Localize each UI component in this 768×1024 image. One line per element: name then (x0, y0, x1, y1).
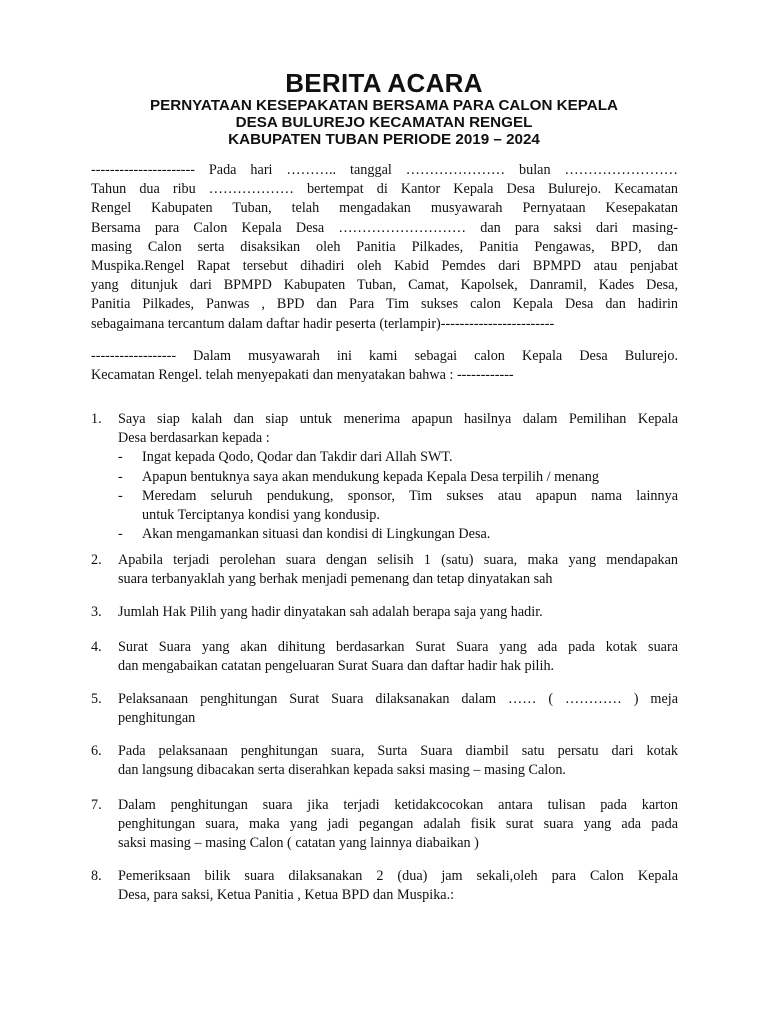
item-number: 1. (91, 411, 102, 427)
item-number: 4. (91, 639, 102, 655)
sub-item-line: untuk Terciptanya kondisi yang kondusip. (142, 507, 380, 524)
item-number: 6. (91, 743, 102, 759)
sub-item (118, 525, 678, 544)
agreement-paragraph (91, 347, 678, 385)
intro-paragraph (91, 161, 678, 334)
item-line: saksi masing – masing Calon ( catatan yang lainnya diabaikan ) (118, 835, 479, 852)
sub-item-line: Apapun bentuknya saya akan mendukung kepada Kepala Desa terpilih / menang (142, 468, 599, 485)
intro-line: Muspika.Rengel Rapat tersebut dihadiri oleh Kabid Pemdes dari BPMPD atau penjabat (91, 258, 678, 275)
item-number: 7. (91, 797, 102, 813)
item-number: 5. (91, 691, 102, 707)
item-line: Pelaksanaan penghitungan Surat Suara dilaksanakan dalam …… ( ………… ) meja (118, 691, 678, 707)
sub-item-dash: - (118, 487, 123, 504)
sub-item (118, 448, 678, 467)
intro-line: Bersama para Calon Kepala Desa ……………………… dan para saksi dari masing- (91, 219, 678, 236)
item-number: 2. (91, 552, 102, 568)
intro-line: Tahun dua ribu ……………… bertempat di Kantor Kepala Desa Bulurejo. Kecamatan (91, 181, 678, 198)
item-line: Jumlah Hak Pilih yang hadir dinyatakan sah adalah berapa saja yang hadir. (118, 604, 543, 620)
item-text (118, 867, 678, 905)
sub-item (118, 487, 678, 525)
item-text (118, 638, 678, 676)
sub-item-dash: - (118, 468, 123, 485)
sub-item (118, 468, 678, 487)
intro-line: sebagaimana tercantum dalam daftar hadir peserta (terlampir)------------------------ (91, 315, 555, 332)
item-line: Apabila terjadi perolehan suara dengan selisih 1 (satu) suara, maka yang mendapakan (118, 552, 678, 568)
item-text (118, 796, 678, 854)
item-line: dan mengabaikan catatan pengeluaran Surat Suara dan daftar hadir hak pilih. (118, 658, 555, 675)
subtitle-line: PERNYATAAN KESEPAKATAN BERSAMA PARA CALON KEPALA (149, 97, 618, 114)
item-line: Desa berdasarkan kepada : (118, 430, 270, 447)
item-text (118, 742, 678, 780)
subtitle-line: KABUPATEN TUBAN PERIODE 2019 – 2024 (228, 131, 540, 148)
sub-item-line: Meredam seluruh pendukung, sponsor, Tim sukses atau apapun nama lainnya (142, 487, 678, 504)
sub-item-dash: - (118, 449, 123, 466)
item-line: Pada pelaksanaan penghitungan suara, Surta Suara diambil satu persatu dari kotak (118, 743, 678, 759)
intro-line: Rengel Kabupaten Tuban, telah mengadakan musyawarah Pernyataan Kesepakatan (91, 200, 678, 217)
agreement-line: Kecamatan Rengel. telah menyepakati dan menyatakan bahwa : ------------ (91, 367, 514, 384)
item-text (118, 690, 678, 728)
intro-line: masing Calon serta disaksikan oleh Panitia Pilkades, Panitia Pengawas, BPD, dan (91, 238, 678, 255)
item-line: Dalam penghitungan suara jika terjadi ketidakcocokan antara tulisan pada karton (118, 797, 678, 813)
sub-item-dash: - (118, 526, 123, 543)
subtitle-line: DESA BULUREJO KECAMATAN RENGEL (235, 114, 533, 131)
intro-line: ---------------------- Pada hari ……….. tanggal ………………… bulan …………………… (91, 162, 678, 178)
item-number: 3. (91, 604, 102, 620)
sub-item-line: Ingat kepada Qodo, Qodar dan Takdir dari Allah SWT. (142, 449, 453, 466)
item-line: penghitungan suara, maka yang jadi pegangan adalah fisik surat suara yang ada pada (118, 816, 678, 833)
intro-line: Panitia Pilkades, Panwas , BPD dan Para Tim sukses calon Kepala Desa dan hadirin (91, 296, 678, 313)
item-line: Desa, para saksi, Ketua Panitia , Ketua BPD dan Muspika.: (118, 887, 455, 904)
sub-item-line: Akan mengamankan situasi dan kondisi di Lingkungan Desa. (142, 526, 491, 543)
item-line: Surat Suara yang akan dihitung berdasarkan Surat Suara yang ada pada kotak suara (118, 639, 678, 655)
item-text (118, 551, 678, 589)
item-number: 8. (91, 868, 102, 884)
item-text (118, 410, 678, 544)
item-line: suara terbanyaklah yang berhak menjadi pemenang dan tetap dinyatakan sah (118, 571, 553, 588)
item-line: Pemeriksaan bilik suara dilaksanakan 2 (dua) jam sekali,oleh para Calon Kepala (118, 868, 678, 884)
item-text (118, 603, 678, 622)
item-line: Saya siap kalah dan siap untuk menerima apapun hasilnya dalam Pemilihan Kepala (118, 411, 678, 427)
item-line: penghitungan (118, 710, 196, 727)
agreement-line: ------------------ Dalam musyawarah ini kami sebagai calon Kepala Desa Bulurejo. (91, 348, 678, 364)
item-line: dan langsung dibacakan serta diserahkan kepada saksi masing – masing Calon. (118, 762, 566, 779)
intro-line: yang ditunjuk dari BPMPD Kabupaten Tuban, Camat, Kapolsek, Danramil, Kades Desa, (91, 277, 678, 294)
document-title: BERITA ACARA (285, 68, 483, 98)
document-subtitle (60, 97, 708, 148)
